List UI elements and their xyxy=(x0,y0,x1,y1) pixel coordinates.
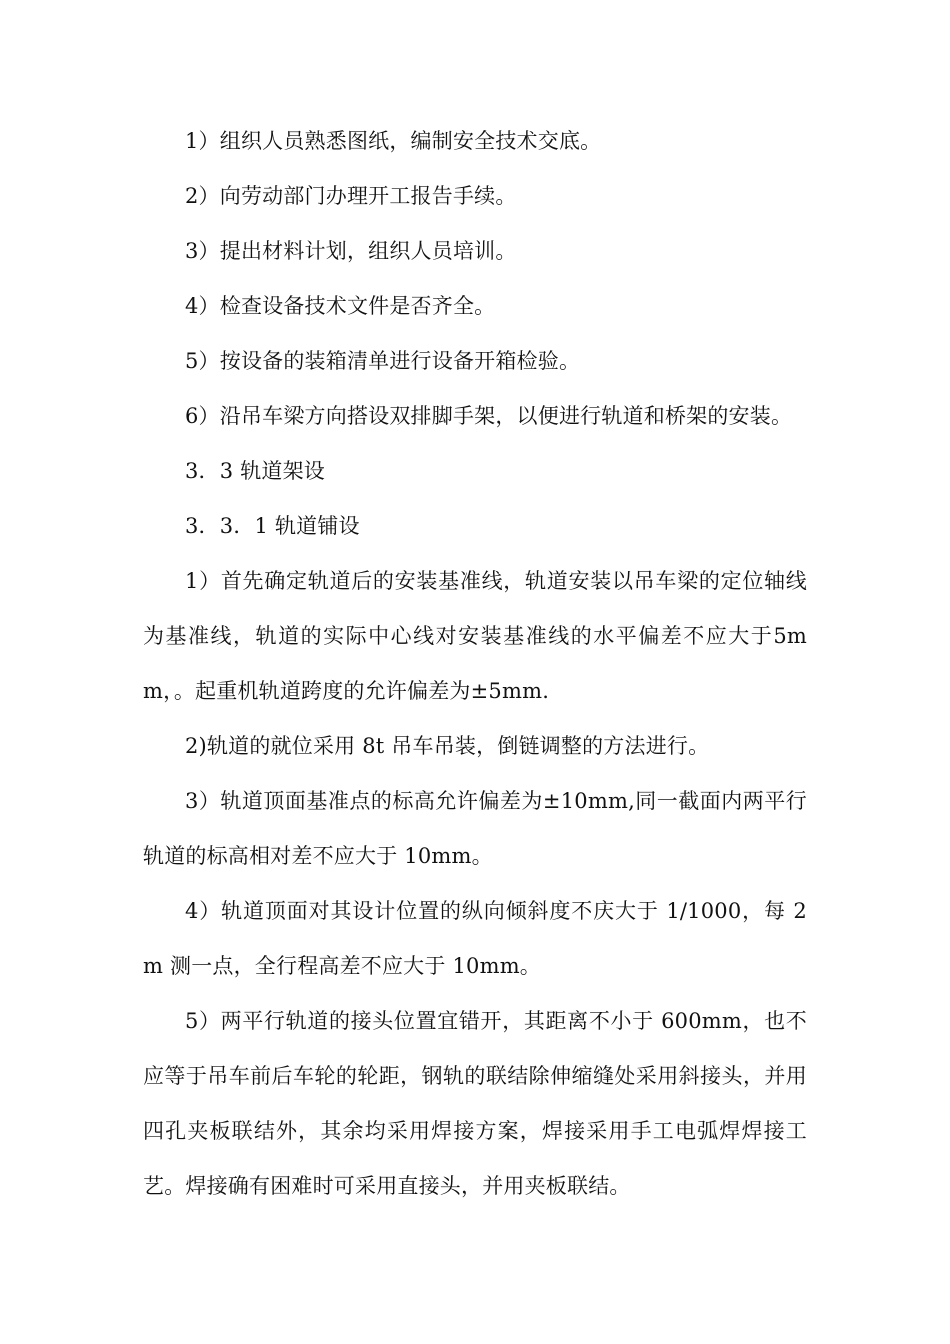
paragraph-track-1: 1）首先确定轨道后的安装基准线，轨道安装以吊车梁的定位轴线为基准线，轨道的实际中心线对安装基准线的水平偏差不应大于5mm，。起重机轨道跨度的允许偏差为±5mm. xyxy=(143,569,807,703)
section-heading: 3．3 轨道架设 xyxy=(185,459,325,483)
paragraph-track-4: 4）轨道顶面对其设计位置的纵向倾斜度不庆大于 1/1000，每 2m 测一点，全行程高差不应大于 10mm。 xyxy=(143,899,807,978)
paragraph-prep-6: 6）沿吊车梁方向搭设双排脚手架，以便进行轨道和桥架的安装。 xyxy=(185,404,793,428)
paragraph-track-5: 5）两平行轨道的接头位置宜错开，其距离不小于 600mm，也不应等于吊车前后车轮的轮距，钢轨的联结除伸缩缝处采用斜接头，并用四孔夹板联结外，其余均采用焊接方案，焊接采用手工电弧焊焊接工艺。焊接确有困难时可采用直接头，并用夹板联结。 xyxy=(143,1009,807,1198)
paragraph-prep-3: 3）提出材料计划，组织人员培训。 xyxy=(185,239,517,263)
paragraph-prep-4: 4）检查设备技术文件是否齐全。 xyxy=(185,294,496,318)
paragraph-prep-5: 5）按设备的装箱清单进行设备开箱检验。 xyxy=(185,349,581,373)
subsection-heading: 3．3．1 轨道铺设 xyxy=(185,514,360,538)
document-body xyxy=(143,114,807,1214)
paragraph-track-3: 3）轨道顶面基准点的标高允许偏差为±10mm,同一截面内两平行轨道的标高相对差不应大于 10mm。 xyxy=(143,789,807,868)
paragraph-track-2: 2)轨道的就位采用 8t 吊车吊装，倒链调整的方法进行。 xyxy=(185,734,710,758)
paragraph-prep-2: 2）向劳动部门办理开工报告手续。 xyxy=(185,184,517,208)
paragraph-prep-1: 1）组织人员熟悉图纸，编制安全技术交底。 xyxy=(185,129,602,153)
